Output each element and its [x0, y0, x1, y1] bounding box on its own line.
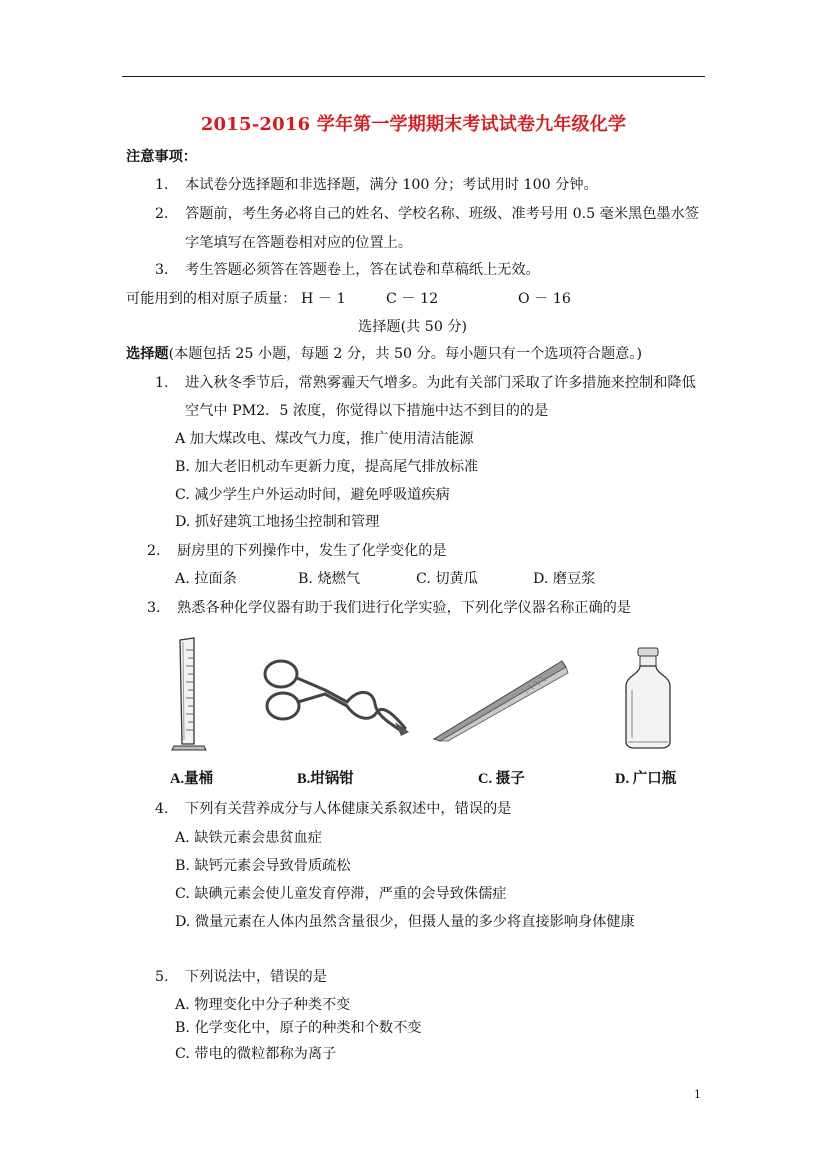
- atomic-mass-c: C － 12: [386, 291, 439, 307]
- question-2-option-a: A. 拉面条: [175, 571, 237, 587]
- question-5-option-c: C. 带电的微粒都称为离子: [175, 1046, 337, 1062]
- notice-item-number: 1．: [155, 177, 179, 193]
- notice-item-1: [155, 175, 598, 195]
- question-2-option-c: C. 切黄瓜: [416, 571, 478, 587]
- question-1: [155, 373, 696, 393]
- question-4-option-b: B. 缺钙元素会导致骨质疏松: [175, 858, 351, 874]
- notice-item-2-continued: 字笔填写在答题卷相对应的位置上。: [185, 235, 413, 251]
- notice-item-text: 本试卷分选择题和非选择题，满分 100 分；考试用时 100 分钟。: [185, 177, 598, 193]
- notice-item-text: 答题前，考生务必将自己的姓名、学校名称、班级、准考号用 0.5 毫米黑色墨水签: [185, 206, 699, 222]
- page-number: 1: [694, 1088, 701, 1101]
- question-4-option-c: C. 缺碘元素会使儿童发育停滞，严重的会导致侏儒症: [175, 886, 507, 902]
- question-text: 下列有关营养成分与人体健康关系叙述中，错误的是: [185, 801, 512, 817]
- question-number: 3.: [147, 600, 161, 616]
- question-3: [147, 598, 631, 618]
- graduated-cylinder-image: [170, 636, 210, 752]
- question-2-options: [175, 569, 735, 589]
- figure-label-a: A.量桶: [170, 771, 214, 787]
- question-number: 5.: [155, 969, 169, 985]
- crucible-tongs-image: [255, 650, 415, 740]
- question-1-option-a: A 加大煤改电、煤改气力度，推广使用清洁能源: [175, 431, 474, 447]
- atomic-mass-row: [126, 289, 726, 309]
- question-number: 2.: [147, 543, 161, 559]
- question-5: [155, 967, 327, 987]
- notice-item-number: 2．: [155, 206, 179, 222]
- question-5-option-b: B. 化学变化中，原子的种类和个数不变: [175, 1020, 422, 1036]
- section-intro-text: (本题包括 25 小题，每题 2 分，共 50 分。每小题只有一个选项符合题意。): [168, 346, 642, 362]
- notice-item-number: 3．: [155, 262, 179, 278]
- section-intro-bold: 选择题: [126, 346, 169, 362]
- question-1-option-b: B. 加大老旧机动车更新力度，提高尾气排放标准: [175, 459, 479, 475]
- figure-label-c: C. 摄子: [478, 771, 525, 787]
- section-heading: 选择题(共 50 分): [358, 319, 468, 335]
- notice-item-3: [155, 260, 540, 280]
- question-1-option-d: D. 抓好建筑工地扬尘控制和管理: [175, 514, 380, 530]
- notice-item-text: 考生答题必须答在答题卷上，答在试卷和草稿纸上无效。: [185, 262, 540, 278]
- question-text: 厨房里的下列操作中，发生了化学变化的是: [177, 543, 447, 559]
- notice-item-2: [155, 204, 699, 224]
- figure-label-b: B.坩锅钳: [297, 771, 354, 787]
- question-4-option-a: A. 缺铁元素会患贫血症: [175, 830, 322, 846]
- question-text: 下列说法中，错误的是: [185, 969, 327, 985]
- question-1-option-c: C. 减少学生户外运动时间，避免呼吸道疾病: [175, 487, 450, 503]
- question-text: 熟悉各种化学仪器有助于我们进行化学实验，下列化学仪器名称正确的是: [177, 600, 632, 616]
- question-2: [147, 541, 447, 561]
- tweezers-image: [430, 655, 570, 745]
- question-4-option-d: D. 微量元素在人体内虽然含量很少，但摄人量的多少将直接影响身体健康: [175, 914, 635, 930]
- question-2-option-b: B. 烧燃气: [298, 571, 361, 587]
- atomic-mass-label: 可能用到的相对原子质量：: [126, 291, 297, 307]
- question-2-option-d: D. 磨豆浆: [533, 571, 596, 587]
- atomic-mass-o: O － 16: [518, 291, 571, 307]
- header-rule: [122, 76, 705, 77]
- exam-title: 2015-2016 学年第一学期期末考试试卷九年级化学: [200, 114, 627, 135]
- question-number: 1.: [155, 375, 169, 391]
- figure-label-d: D. 广口瓶: [615, 771, 677, 787]
- question-1-continued: 空气中 PM2．5 浓度，你觉得以下措施中达不到目的的是: [185, 403, 549, 419]
- question-number: 4.: [155, 801, 169, 817]
- question-5-option-a: A. 物理变化中分子种类不变: [175, 997, 351, 1013]
- atomic-mass-h: H － 1: [301, 291, 346, 307]
- question-text: 进入秋冬季节后，常熟雾霾天气增多。为此有关部门采取了许多措施来控制和降低: [185, 375, 696, 391]
- wide-mouth-bottle-image: [620, 646, 676, 750]
- question-4: [155, 799, 511, 819]
- notice-heading: 注意事项：: [126, 149, 197, 165]
- section-intro: [126, 344, 642, 364]
